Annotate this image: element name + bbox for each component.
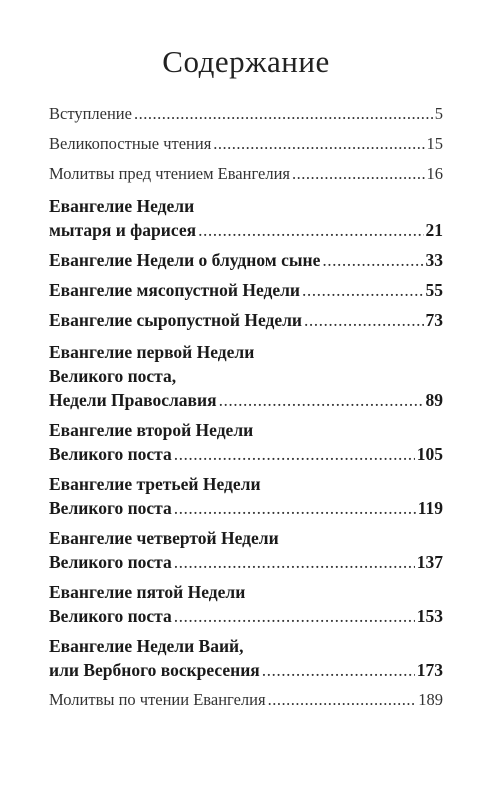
toc-entry [49, 634, 443, 682]
toc-page-number: 5 [434, 104, 443, 123]
page [49, 0, 443, 712]
toc-entry [49, 132, 443, 156]
toc-entry-title: Евангелие третьей Недели [49, 474, 261, 494]
toc-entry [49, 580, 443, 628]
toc-entry-title: Евангелие пятой Недели [49, 582, 246, 602]
toc-entry [49, 194, 443, 242]
dot-leader [213, 132, 424, 156]
toc-entry-line [49, 580, 443, 604]
toc-entry-title: Молитвы пред чтением Евангелия [49, 164, 290, 183]
toc-entry-line [49, 364, 443, 388]
toc-entry [49, 526, 443, 574]
toc-entry-line [49, 218, 443, 242]
dot-leader [262, 658, 415, 682]
toc-entry-line [49, 496, 443, 520]
toc-entry-line [49, 278, 443, 302]
toc-entry-title: Великого поста [49, 444, 172, 464]
toc-entry-line [49, 688, 443, 712]
toc-entry [49, 248, 443, 272]
toc-entry [49, 688, 443, 712]
toc-entry-title: Вступление [49, 104, 132, 123]
toc-entry-title: Евангелие второй Недели [49, 420, 254, 440]
toc-entry [49, 308, 443, 332]
dot-leader [292, 162, 425, 186]
toc-page-number: 15 [426, 134, 443, 153]
toc-entry-title: Великого поста [49, 498, 172, 518]
toc-entry-line [49, 388, 443, 412]
toc-page-number: 55 [425, 280, 443, 300]
toc-entry-line [49, 472, 443, 496]
dot-leader [304, 308, 423, 332]
dot-leader [174, 496, 416, 520]
toc-entry-title: Молитвы по чтении Евангелия [49, 690, 266, 709]
toc-entry [49, 102, 443, 126]
toc-entry-line [49, 308, 443, 332]
toc-entry-line [49, 102, 443, 126]
toc-entry-line [49, 418, 443, 442]
toc-entry-title: Евангелие Недели о блудном сыне [49, 250, 321, 270]
toc-page-number: 119 [417, 498, 443, 518]
toc-entry-line [49, 194, 443, 218]
dot-leader [174, 550, 415, 574]
toc-page-number: 73 [425, 310, 443, 330]
toc-entry [49, 472, 443, 520]
toc-entry-line [49, 442, 443, 466]
toc-page-number: 173 [416, 660, 443, 680]
toc-entry-title: Евангелие Недели [49, 196, 195, 216]
toc-entry-title: Великопостные чтения [49, 134, 212, 153]
dot-leader [198, 218, 423, 242]
toc-entry-title: Евангелие четвертой Недели [49, 528, 279, 548]
toc-page-number: 33 [425, 250, 443, 270]
toc-entry-title: мытаря и фарисея [49, 220, 197, 240]
toc-entry-title: Евангелие Недели Ваий, [49, 636, 244, 656]
dot-leader [174, 442, 415, 466]
toc-entry [49, 162, 443, 186]
toc-page-number: 16 [426, 164, 443, 183]
toc-entry-title: Евангелие мясопустной Недели [49, 280, 301, 300]
toc-entry-line [49, 526, 443, 550]
toc-entry-line [49, 162, 443, 186]
toc-entry-title: или Вербного воскресения [49, 660, 260, 680]
toc-page-number: 153 [416, 606, 443, 626]
toc-entry-line [49, 132, 443, 156]
dot-leader [174, 604, 415, 628]
toc-entry-title: Недели Православия [49, 390, 217, 410]
toc-entry-title: Великого поста [49, 552, 172, 572]
toc-entry-line [49, 658, 443, 682]
toc-page-number: 105 [416, 444, 443, 464]
toc-entry-line [49, 550, 443, 574]
toc-entry [49, 418, 443, 466]
toc-entry [49, 340, 443, 412]
toc-entry-title: Великого поста, [49, 366, 177, 386]
dot-leader [268, 688, 417, 712]
page-title: Содержание [162, 44, 330, 79]
toc-page-number: 137 [416, 552, 443, 572]
toc-entry-title: Великого поста [49, 606, 172, 626]
toc-entry-line [49, 634, 443, 658]
toc-entry-line [49, 340, 443, 364]
dot-leader [219, 388, 424, 412]
dot-leader [134, 102, 433, 126]
toc-entry-title: Евангелие первой Недели [49, 342, 255, 362]
toc-entry-title: Евангелие сыропустной Недели [49, 310, 303, 330]
toc-page-number: 189 [418, 690, 443, 709]
toc-page-number: 89 [425, 390, 443, 410]
dot-leader [302, 278, 423, 302]
toc-entry-line [49, 248, 443, 272]
toc-entry-line [49, 604, 443, 628]
toc-page-number: 21 [425, 220, 443, 240]
dot-leader [322, 248, 423, 272]
table-of-contents [49, 102, 443, 712]
toc-entry [49, 278, 443, 302]
